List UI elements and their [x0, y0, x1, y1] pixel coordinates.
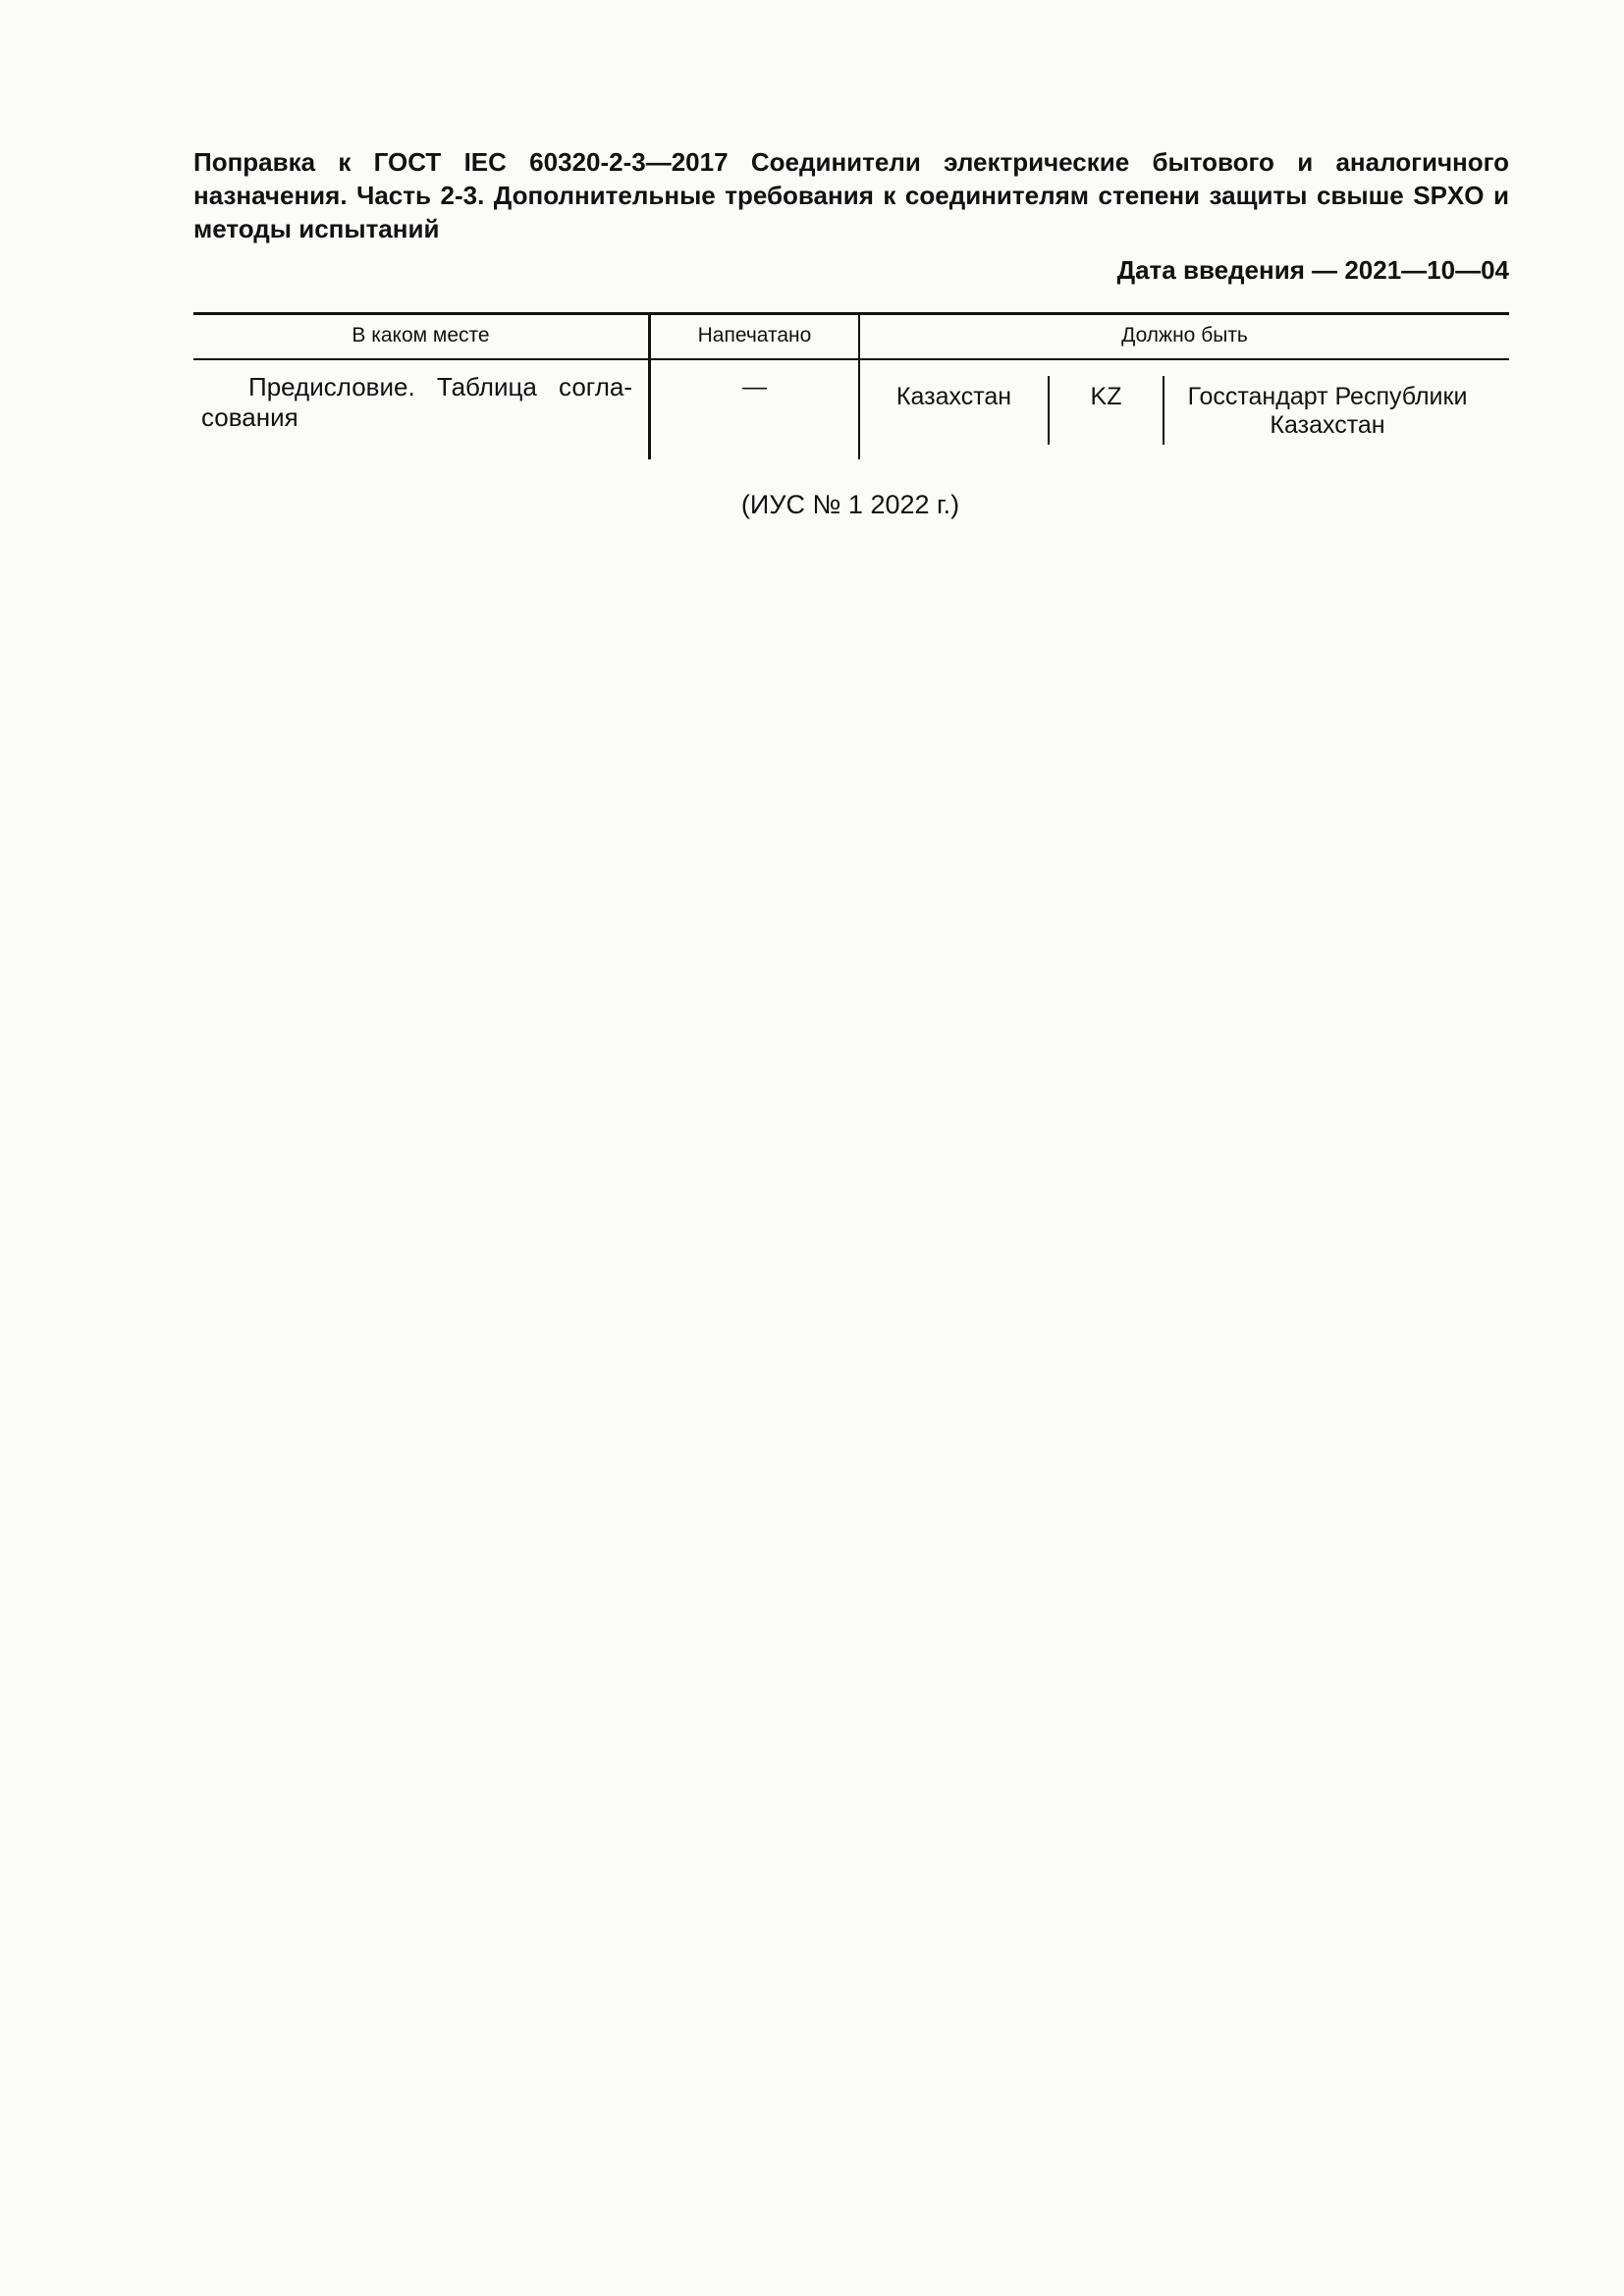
header-should-be: Должно быть — [1121, 324, 1248, 347]
publication-reference: (ИУС № 1 2022 г.) — [740, 490, 960, 519]
cell-agency: Госстандарт Республики Казахстан — [1187, 383, 1468, 439]
header-printed: Напечатано — [697, 324, 812, 347]
cell-country: Казахстан — [895, 383, 1012, 410]
cell-printed: — — [742, 373, 767, 400]
cell-where: Предисловие. Таблица согла-сования — [201, 372, 632, 432]
table-header-rule — [193, 358, 1509, 360]
header-where: В каком месте — [352, 324, 490, 347]
cell-code: KZ — [1090, 383, 1122, 410]
corrections-table — [193, 312, 1509, 459]
effective-date: Дата введения — 2021—10—04 — [1116, 255, 1509, 285]
document-title: Поправка к ГОСТ IEC 60320-2-3—2017 Соединители электрические бытового и аналогичного назначения. Часть 2-3. Дополнительные требования к соединителям степени защиты свыше SPXO и методы испытаний — [193, 147, 1509, 243]
table-subcol-divider-2 — [1163, 376, 1164, 445]
table-top-rule — [193, 312, 1509, 315]
